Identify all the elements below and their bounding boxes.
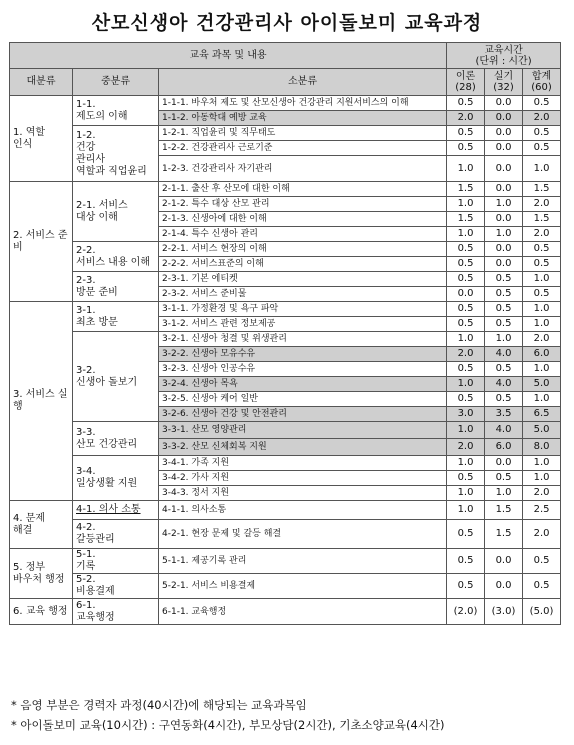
theory-hours: (2.0) — [447, 599, 485, 625]
col-sub: 소분류 — [159, 69, 447, 96]
sub-category: 3-2-2. 신생아 모유수유 — [159, 347, 447, 362]
theory-hours: 0.5 — [447, 392, 485, 407]
sub-category: 2-2-2. 서비스표준의 이해 — [159, 257, 447, 272]
total-hours: 0.5 — [523, 96, 561, 111]
major-category: 2. 서비스 준비 — [10, 182, 73, 302]
practice-hours: 0.0 — [485, 574, 523, 599]
practice-hours: 3.5 — [485, 407, 523, 422]
practice-hours: 4.0 — [485, 377, 523, 392]
theory-hours: 2.0 — [447, 439, 485, 456]
theory-hours: 0.5 — [447, 362, 485, 377]
practice-hours: 0.5 — [485, 287, 523, 302]
sub-category: 3-2-1. 신생아 청결 및 위생관리 — [159, 332, 447, 347]
mid-category: 3-4. 일상생활 지원 — [73, 456, 159, 501]
total-hours: 2.0 — [523, 332, 561, 347]
sub-category: 3-4-1. 가족 지원 — [159, 456, 447, 471]
total-hours: 1.0 — [523, 471, 561, 486]
sub-category: 3-4-2. 가사 지원 — [159, 471, 447, 486]
theory-hours: 1.0 — [447, 486, 485, 501]
table-row — [10, 272, 561, 287]
practice-hours: 0.0 — [485, 126, 523, 141]
sub-category: 3-2-5. 신생아 케어 일반 — [159, 392, 447, 407]
theory-total: (28) — [455, 82, 476, 93]
mid-category: 2-1. 서비스 대상 이해 — [73, 182, 159, 242]
table-row — [10, 422, 561, 439]
sub-category: 3-2-6. 신생아 건강 및 안전관리 — [159, 407, 447, 422]
practice-hours: 0.5 — [485, 471, 523, 486]
sub-category: 4-2-1. 현장 문제 및 갈등 해결 — [159, 520, 447, 549]
hours-header — [447, 43, 561, 69]
course-header: 교육 과목 및 내용 — [10, 43, 447, 69]
theory-hours: 0.5 — [447, 302, 485, 317]
curriculum-table — [9, 42, 561, 625]
mid-category: 4-2. 갈등관리 — [73, 520, 159, 549]
theory-hours: 0.5 — [447, 272, 485, 287]
total-hours: 2.0 — [523, 486, 561, 501]
table-row — [10, 302, 561, 317]
theory-hours: 1.0 — [447, 456, 485, 471]
practice-total: (32) — [493, 82, 514, 93]
table-row — [10, 574, 561, 599]
major-category: 1. 역할 인식 — [10, 96, 73, 182]
sub-category: 3-1-2. 서비스 관련 정보제공 — [159, 317, 447, 332]
table-row — [10, 501, 561, 520]
practice-hours: 1.0 — [485, 486, 523, 501]
practice-hours: 0.0 — [485, 257, 523, 272]
sub-category: 2-3-1. 기본 에티켓 — [159, 272, 447, 287]
practice-hours: 0.0 — [485, 96, 523, 111]
theory-hours: 0.5 — [447, 96, 485, 111]
mid-category: 5-2. 비용결제 — [73, 574, 159, 599]
sub-category: 3-2-4. 신생아 목욕 — [159, 377, 447, 392]
total-hours: 2.0 — [523, 520, 561, 549]
theory-hours: 0.5 — [447, 549, 485, 574]
practice-hours: 0.5 — [485, 362, 523, 377]
practice-hours: 0.5 — [485, 317, 523, 332]
theory-hours: 1.5 — [447, 182, 485, 197]
table-row — [10, 126, 561, 141]
mid-category: 1-2. 건강 관리사 역할과 직업윤리 — [73, 126, 159, 182]
total-hours: 1.0 — [523, 302, 561, 317]
theory-hours: 0.5 — [447, 574, 485, 599]
sub-category: 1-2-2. 건강관리사 근로기준 — [159, 141, 447, 156]
total-hours: 1.5 — [523, 212, 561, 227]
major-category: 5. 정부 바우처 행정 — [10, 549, 73, 599]
table-row — [10, 549, 561, 574]
mid-category: 5-1. 기록 — [73, 549, 159, 574]
theory-hours: 0.5 — [447, 141, 485, 156]
total-hours: 8.0 — [523, 439, 561, 456]
theory-hours: 1.0 — [447, 197, 485, 212]
table-row — [10, 520, 561, 549]
theory-hours: 0.5 — [447, 471, 485, 486]
theory-hours: 2.0 — [447, 111, 485, 126]
theory-hours: 3.0 — [447, 407, 485, 422]
sub-category: 1-2-3. 건강관리사 자기관리 — [159, 156, 447, 182]
total-label: 합계 — [531, 71, 552, 82]
practice-hours: 1.0 — [485, 197, 523, 212]
col-mid: 중분류 — [73, 69, 159, 96]
sub-category: 3-1-1. 가정환경 및 욕구 파악 — [159, 302, 447, 317]
table-row — [10, 599, 561, 625]
mid-category: 2-2. 서비스 내용 이해 — [73, 242, 159, 272]
mid-category: 2-3. 방문 준비 — [73, 272, 159, 302]
total-hours: 2.0 — [523, 227, 561, 242]
total-hours: 1.5 — [523, 182, 561, 197]
practice-label: 실기 — [493, 71, 514, 82]
theory-hours: 1.0 — [447, 332, 485, 347]
col-total — [523, 69, 561, 96]
practice-hours: (3.0) — [485, 599, 523, 625]
total-hours: 1.0 — [523, 362, 561, 377]
mid-category: 3-2. 신생아 돌보기 — [73, 332, 159, 422]
practice-hours: 0.0 — [485, 156, 523, 182]
total-hours: 0.5 — [523, 242, 561, 257]
total-hours: 1.0 — [523, 317, 561, 332]
total-hours: 5.0 — [523, 377, 561, 392]
major-category: 4. 문제 해결 — [10, 501, 73, 549]
mid-category: 3-1. 최초 방문 — [73, 302, 159, 332]
theory-hours: 1.0 — [447, 156, 485, 182]
practice-hours: 6.0 — [485, 439, 523, 456]
total-hours: (5.0) — [523, 599, 561, 625]
total-hours: 1.0 — [523, 272, 561, 287]
practice-hours: 4.0 — [485, 347, 523, 362]
practice-hours: 0.5 — [485, 302, 523, 317]
practice-hours: 1.0 — [485, 227, 523, 242]
total-hours: 2.5 — [523, 501, 561, 520]
table-row — [10, 332, 561, 347]
col-major: 대분류 — [10, 69, 73, 96]
practice-hours: 0.0 — [485, 456, 523, 471]
hours-title: 교육시간 — [484, 44, 523, 56]
sub-category: 2-1-1. 출산 후 산모에 대한 이해 — [159, 182, 447, 197]
total-hours: 6.0 — [523, 347, 561, 362]
total-hours: 1.0 — [523, 456, 561, 471]
practice-hours: 0.0 — [485, 111, 523, 126]
total-hours: 1.0 — [523, 156, 561, 182]
mid-category: 1-1. 제도의 이해 — [73, 96, 159, 126]
sub-category: 3-3-2. 산모 신체회복 지원 — [159, 439, 447, 456]
sub-category: 3-2-3. 신생아 인공수유 — [159, 362, 447, 377]
theory-hours: 1.0 — [447, 227, 485, 242]
total-sum: (60) — [531, 82, 552, 93]
sub-category: 1-1-2. 아동학대 예방 교육 — [159, 111, 447, 126]
practice-hours: 0.0 — [485, 549, 523, 574]
sub-category: 1-2-1. 직업윤리 및 직무태도 — [159, 126, 447, 141]
total-hours: 0.5 — [523, 574, 561, 599]
sub-category: 4-1-1. 의사소통 — [159, 501, 447, 520]
sub-category: 2-1-4. 특수 신생아 관리 — [159, 227, 447, 242]
table-row — [10, 96, 561, 111]
theory-hours: 1.0 — [447, 377, 485, 392]
mid-category: 4-1. 의사 소통 — [73, 501, 159, 520]
total-hours: 0.5 — [523, 549, 561, 574]
table-row — [10, 456, 561, 471]
table-row — [10, 182, 561, 197]
theory-hours: 1.0 — [447, 501, 485, 520]
practice-hours: 1.0 — [485, 332, 523, 347]
sub-category: 2-1-2. 특수 대상 산모 관리 — [159, 197, 447, 212]
practice-hours: 1.5 — [485, 501, 523, 520]
practice-hours: 4.0 — [485, 422, 523, 439]
practice-hours: 1.5 — [485, 520, 523, 549]
sub-category: 5-2-1. 서비스 비용결제 — [159, 574, 447, 599]
major-category: 3. 서비스 실행 — [10, 302, 73, 501]
theory-hours: 0.5 — [447, 242, 485, 257]
practice-hours: 0.0 — [485, 242, 523, 257]
total-hours: 1.0 — [523, 392, 561, 407]
sub-category: 6-1-1. 교육행정 — [159, 599, 447, 625]
practice-hours: 0.0 — [485, 182, 523, 197]
total-hours: 0.5 — [523, 287, 561, 302]
total-hours: 0.5 — [523, 141, 561, 156]
sub-category: 2-1-3. 신생아에 대한 이해 — [159, 212, 447, 227]
total-hours: 0.5 — [523, 257, 561, 272]
sub-category: 2-2-1. 서비스 현장의 이해 — [159, 242, 447, 257]
sub-category: 2-3-2. 서비스 준비물 — [159, 287, 447, 302]
sub-category: 5-1-1. 제공기록 관리 — [159, 549, 447, 574]
theory-hours: 0.0 — [447, 287, 485, 302]
hours-unit: (단위 : 시간) — [475, 55, 532, 67]
theory-hours: 0.5 — [447, 317, 485, 332]
total-hours: 2.0 — [523, 197, 561, 212]
theory-hours: 0.5 — [447, 257, 485, 272]
practice-hours: 0.0 — [485, 141, 523, 156]
theory-hours: 0.5 — [447, 520, 485, 549]
footnote-shading: * 음영 부분은 경력자 과정(40시간)에 해당되는 교육과목임 — [11, 698, 307, 712]
total-hours: 5.0 — [523, 422, 561, 439]
sub-category: 1-1-1. 바우처 제도 및 산모신생아 건강관리 지원서비스의 이해 — [159, 96, 447, 111]
theory-hours: 1.0 — [447, 422, 485, 439]
footnote-childcare: * 아이돌보미 교육(10시간) : 구연동화(4시간), 부모상담(2시간), 기초소양교육(4시간) — [11, 718, 445, 732]
total-hours: 0.5 — [523, 126, 561, 141]
theory-hours: 1.5 — [447, 212, 485, 227]
practice-hours: 0.5 — [485, 272, 523, 287]
sub-category: 3-4-3. 정서 지원 — [159, 486, 447, 501]
theory-hours: 0.5 — [447, 126, 485, 141]
theory-hours: 2.0 — [447, 347, 485, 362]
sub-category: 3-3-1. 산모 영양관리 — [159, 422, 447, 439]
theory-label: 이론 — [455, 71, 476, 82]
mid-category: 3-3. 산모 건강관리 — [73, 422, 159, 456]
col-theory — [447, 69, 485, 96]
page-title: 산모신생아 건강관리사 아이돌보미 교육과정 — [91, 12, 483, 34]
practice-hours: 0.0 — [485, 212, 523, 227]
col-practice — [485, 69, 523, 96]
mid-category: 6-1. 교육행정 — [73, 599, 159, 625]
total-hours: 6.5 — [523, 407, 561, 422]
total-hours: 2.0 — [523, 111, 561, 126]
practice-hours: 0.5 — [485, 392, 523, 407]
major-category: 6. 교육 행정 — [10, 599, 73, 625]
table-row — [10, 242, 561, 257]
